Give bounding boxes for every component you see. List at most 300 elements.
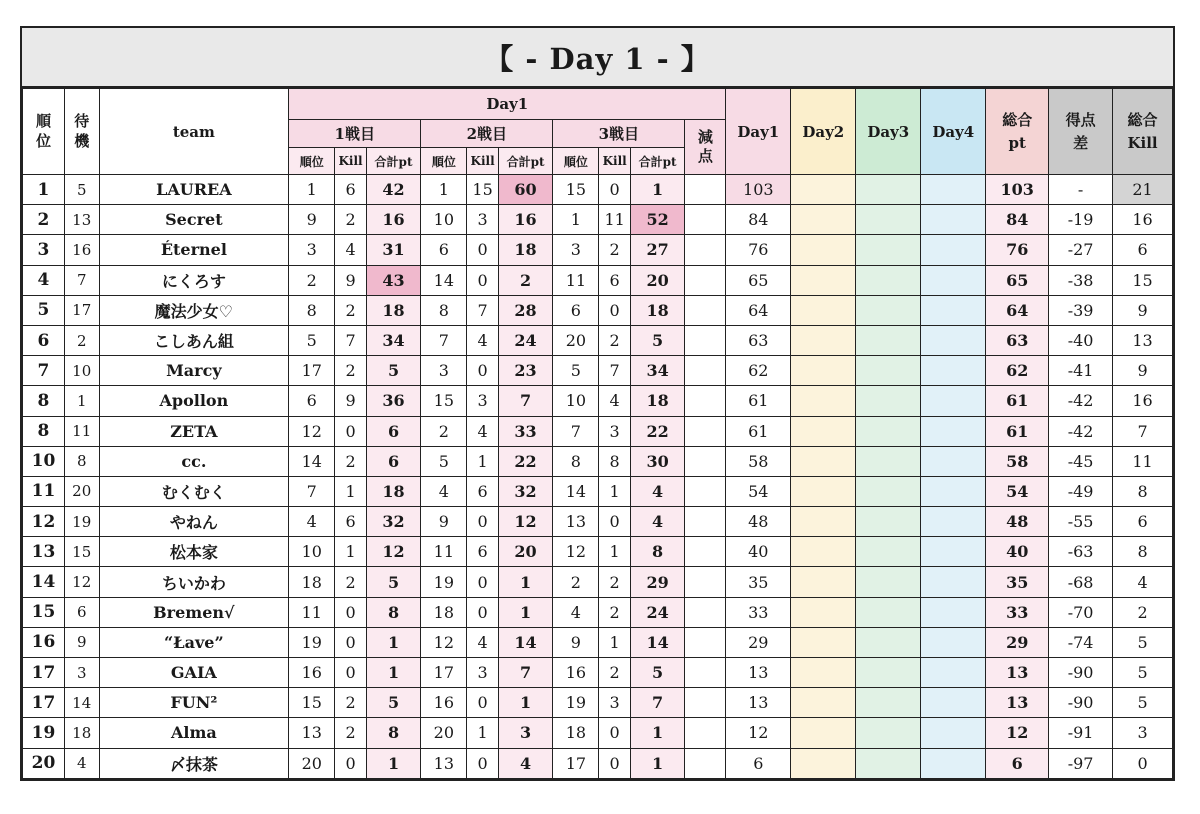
total-kill-cell: 11 — [1113, 446, 1173, 476]
m3-kill-cell: 0 — [599, 175, 630, 205]
m3-kill-cell: 1 — [599, 476, 630, 506]
m2-rank-cell: 4 — [421, 476, 467, 506]
m2-total-cell: 20 — [498, 537, 553, 567]
m3-total-cell: 24 — [630, 597, 685, 627]
m3-total-cell: 4 — [630, 476, 685, 506]
day1-cell: 40 — [726, 537, 791, 567]
m1-total-cell: 43 — [366, 265, 421, 295]
m1-total-cell: 8 — [366, 597, 421, 627]
m2-kill-cell: 0 — [467, 567, 498, 597]
penalty-cell — [685, 356, 726, 386]
m1-kill-cell: 2 — [335, 205, 366, 235]
penalty-cell — [685, 205, 726, 235]
wait-cell: 4 — [64, 748, 99, 778]
total-kill-cell: 13 — [1113, 325, 1173, 355]
wait-cell: 11 — [64, 416, 99, 446]
m2-kill-cell: 3 — [467, 386, 498, 416]
table-row — [23, 688, 1173, 718]
m3-kill-cell: 3 — [599, 688, 630, 718]
m1-rank-cell: 2 — [289, 265, 335, 295]
penalty-cell — [685, 688, 726, 718]
penalty-cell — [685, 416, 726, 446]
table-row — [23, 597, 1173, 627]
diff-cell: -42 — [1049, 416, 1113, 446]
team-cell: cc. — [99, 446, 289, 476]
team-cell: Alma — [99, 718, 289, 748]
penalty-cell — [685, 718, 726, 748]
total-pt-cell: 65 — [986, 265, 1049, 295]
header-rank: 順位 — [23, 89, 65, 175]
m3-kill-cell: 0 — [599, 507, 630, 537]
total-kill-cell: 5 — [1113, 688, 1173, 718]
penalty-cell — [685, 325, 726, 355]
m1-kill-cell: 7 — [335, 325, 366, 355]
m2-rank-cell: 19 — [421, 567, 467, 597]
m1-rank-cell: 17 — [289, 356, 335, 386]
header-total-kill-label: 総合Kill — [1127, 111, 1158, 152]
diff-cell: -97 — [1049, 748, 1113, 778]
m3-total-cell: 7 — [630, 688, 685, 718]
day2-cell — [791, 567, 856, 597]
m3-kill-cell: 0 — [599, 718, 630, 748]
total-kill-cell: 4 — [1113, 567, 1173, 597]
team-cell: Bremen√ — [99, 597, 289, 627]
m3-rank-cell: 8 — [553, 446, 599, 476]
day2-cell — [791, 295, 856, 325]
m3-total-cell: 30 — [630, 446, 685, 476]
m1-rank-cell: 9 — [289, 205, 335, 235]
team-cell: こしあん組 — [99, 325, 289, 355]
m2-rank-cell: 9 — [421, 507, 467, 537]
sub-rank: 順位 — [553, 148, 599, 175]
diff-cell: -42 — [1049, 386, 1113, 416]
day3-cell — [856, 386, 921, 416]
m2-rank-cell: 5 — [421, 446, 467, 476]
m3-total-cell: 52 — [630, 205, 685, 235]
day3-cell — [856, 356, 921, 386]
header-diff-label: 得点差 — [1065, 111, 1096, 152]
m2-total-cell: 2 — [498, 265, 553, 295]
m3-rank-cell: 5 — [553, 356, 599, 386]
m1-rank-cell: 19 — [289, 627, 335, 657]
rank-cell: 10 — [23, 446, 65, 476]
day3-cell — [856, 567, 921, 597]
m2-kill-cell: 0 — [467, 235, 498, 265]
m2-total-cell: 1 — [498, 597, 553, 627]
team-cell: 〆抹茶 — [99, 748, 289, 778]
m1-rank-cell: 6 — [289, 386, 335, 416]
m3-total-cell: 1 — [630, 718, 685, 748]
total-kill-cell: 9 — [1113, 295, 1173, 325]
m3-rank-cell: 20 — [553, 325, 599, 355]
day1-cell: 29 — [726, 627, 791, 657]
m1-total-cell: 1 — [366, 627, 421, 657]
sub-kill: Kill — [335, 148, 366, 175]
day2-cell — [791, 627, 856, 657]
day1-cell: 54 — [726, 476, 791, 506]
m1-kill-cell: 6 — [335, 175, 366, 205]
table-row — [23, 627, 1173, 657]
total-pt-cell: 64 — [986, 295, 1049, 325]
wait-cell: 13 — [64, 205, 99, 235]
diff-cell: -55 — [1049, 507, 1113, 537]
m2-total-cell: 23 — [498, 356, 553, 386]
day4-cell — [921, 627, 986, 657]
m3-rank-cell: 3 — [553, 235, 599, 265]
m3-kill-cell: 2 — [599, 235, 630, 265]
diff-cell: -38 — [1049, 265, 1113, 295]
day3-cell — [856, 748, 921, 778]
total-pt-cell: 40 — [986, 537, 1049, 567]
m2-total-cell: 24 — [498, 325, 553, 355]
team-cell: むくむく — [99, 476, 289, 506]
rank-cell: 2 — [23, 205, 65, 235]
wait-cell: 8 — [64, 446, 99, 476]
m3-rank-cell: 2 — [553, 567, 599, 597]
m2-total-cell: 1 — [498, 688, 553, 718]
table-row — [23, 416, 1173, 446]
team-cell: ちいかわ — [99, 567, 289, 597]
day2-cell — [791, 597, 856, 627]
diff-cell: -49 — [1049, 476, 1113, 506]
total-pt-cell: 63 — [986, 325, 1049, 355]
m1-kill-cell: 0 — [335, 627, 366, 657]
diff-cell: -63 — [1049, 537, 1113, 567]
m1-rank-cell: 7 — [289, 476, 335, 506]
wait-cell: 12 — [64, 567, 99, 597]
rank-cell: 17 — [23, 658, 65, 688]
m3-total-cell: 1 — [630, 175, 685, 205]
m3-rank-cell: 9 — [553, 627, 599, 657]
day2-cell — [791, 416, 856, 446]
sub-total: 合計pt — [498, 148, 553, 175]
day4-cell — [921, 476, 986, 506]
penalty-cell — [685, 265, 726, 295]
penalty-cell — [685, 597, 726, 627]
total-kill-cell: 0 — [1113, 748, 1173, 778]
m2-rank-cell: 14 — [421, 265, 467, 295]
m2-rank-cell: 7 — [421, 325, 467, 355]
diff-cell: -70 — [1049, 597, 1113, 627]
day2-cell — [791, 688, 856, 718]
day1-cell: 65 — [726, 265, 791, 295]
table-row — [23, 537, 1173, 567]
table-row — [23, 507, 1173, 537]
m3-rank-cell: 7 — [553, 416, 599, 446]
m1-rank-cell: 4 — [289, 507, 335, 537]
day4-cell — [921, 507, 986, 537]
day2-cell — [791, 325, 856, 355]
rank-cell: 11 — [23, 476, 65, 506]
day4-cell — [921, 386, 986, 416]
m1-rank-cell: 15 — [289, 688, 335, 718]
day2-cell — [791, 537, 856, 567]
total-kill-cell: 3 — [1113, 718, 1173, 748]
day4-cell — [921, 295, 986, 325]
wait-cell: 1 — [64, 386, 99, 416]
team-cell: GAIA — [99, 658, 289, 688]
m3-total-cell: 22 — [630, 416, 685, 446]
m3-total-cell: 1 — [630, 748, 685, 778]
m3-kill-cell: 1 — [599, 627, 630, 657]
total-pt-cell: 13 — [986, 658, 1049, 688]
m3-rank-cell: 13 — [553, 507, 599, 537]
diff-cell: -74 — [1049, 627, 1113, 657]
m1-rank-cell: 14 — [289, 446, 335, 476]
wait-cell: 20 — [64, 476, 99, 506]
total-kill-cell: 6 — [1113, 235, 1173, 265]
m2-kill-cell: 0 — [467, 356, 498, 386]
table-row — [23, 386, 1173, 416]
m2-rank-cell: 20 — [421, 718, 467, 748]
day3-cell — [856, 446, 921, 476]
diff-cell: -90 — [1049, 658, 1113, 688]
m1-kill-cell: 9 — [335, 386, 366, 416]
m3-rank-cell: 11 — [553, 265, 599, 295]
m3-rank-cell: 14 — [553, 476, 599, 506]
m3-kill-cell: 4 — [599, 386, 630, 416]
total-pt-cell: 84 — [986, 205, 1049, 235]
header-team: team — [99, 89, 289, 175]
table-row — [23, 446, 1173, 476]
day4-cell — [921, 567, 986, 597]
day4-cell — [921, 718, 986, 748]
wait-cell: 16 — [64, 235, 99, 265]
m3-total-cell: 4 — [630, 507, 685, 537]
diff-cell: -41 — [1049, 356, 1113, 386]
day3-cell — [856, 235, 921, 265]
m2-rank-cell: 2 — [421, 416, 467, 446]
m1-kill-cell: 0 — [335, 597, 366, 627]
rank-cell: 8 — [23, 416, 65, 446]
total-kill-cell: 7 — [1113, 416, 1173, 446]
team-cell: やねん — [99, 507, 289, 537]
wait-cell: 18 — [64, 718, 99, 748]
day2-cell — [791, 507, 856, 537]
day2-cell — [791, 658, 856, 688]
m1-kill-cell: 2 — [335, 718, 366, 748]
m1-total-cell: 6 — [366, 446, 421, 476]
day3-cell — [856, 265, 921, 295]
m1-total-cell: 36 — [366, 386, 421, 416]
penalty-cell — [685, 567, 726, 597]
m2-rank-cell: 1 — [421, 175, 467, 205]
rank-cell: 6 — [23, 325, 65, 355]
m2-rank-cell: 13 — [421, 748, 467, 778]
rank-cell: 12 — [23, 507, 65, 537]
m2-kill-cell: 0 — [467, 748, 498, 778]
day3-cell — [856, 507, 921, 537]
total-pt-cell: 61 — [986, 386, 1049, 416]
header-day1-group: Day1 — [289, 89, 726, 120]
m2-rank-cell: 16 — [421, 688, 467, 718]
m2-rank-cell: 15 — [421, 386, 467, 416]
m2-kill-cell: 0 — [467, 688, 498, 718]
m2-rank-cell: 6 — [421, 235, 467, 265]
table-row — [23, 567, 1173, 597]
m2-kill-cell: 0 — [467, 265, 498, 295]
day1-cell: 63 — [726, 325, 791, 355]
total-kill-cell: 5 — [1113, 658, 1173, 688]
m3-rank-cell: 15 — [553, 175, 599, 205]
day2-cell — [791, 265, 856, 295]
m2-total-cell: 14 — [498, 627, 553, 657]
m1-total-cell: 8 — [366, 718, 421, 748]
header-wait: 待機 — [64, 89, 99, 175]
header-diff — [1049, 89, 1113, 175]
m2-total-cell: 28 — [498, 295, 553, 325]
rank-cell: 17 — [23, 688, 65, 718]
m3-total-cell: 18 — [630, 295, 685, 325]
m1-kill-cell: 1 — [335, 476, 366, 506]
diff-cell: -90 — [1049, 688, 1113, 718]
total-pt-cell: 103 — [986, 175, 1049, 205]
team-cell: Marcy — [99, 356, 289, 386]
m2-total-cell: 3 — [498, 718, 553, 748]
total-pt-cell: 54 — [986, 476, 1049, 506]
m2-kill-cell: 4 — [467, 325, 498, 355]
day1-cell: 62 — [726, 356, 791, 386]
m1-kill-cell: 2 — [335, 688, 366, 718]
wait-cell: 14 — [64, 688, 99, 718]
header-total-pt — [986, 89, 1049, 175]
diff-cell: -19 — [1049, 205, 1113, 235]
m1-rank-cell: 1 — [289, 175, 335, 205]
table-row — [23, 748, 1173, 778]
m1-total-cell: 16 — [366, 205, 421, 235]
m3-kill-cell: 2 — [599, 325, 630, 355]
m3-total-cell: 14 — [630, 627, 685, 657]
rank-cell: 19 — [23, 718, 65, 748]
diff-cell: -39 — [1049, 295, 1113, 325]
total-pt-cell: 48 — [986, 507, 1049, 537]
m2-total-cell: 7 — [498, 386, 553, 416]
header-day4: Day4 — [921, 89, 986, 175]
header-penalty: 減点 — [685, 120, 726, 175]
m2-kill-cell: 0 — [467, 507, 498, 537]
rank-cell: 13 — [23, 537, 65, 567]
team-cell: LAUREA — [99, 175, 289, 205]
m1-rank-cell: 18 — [289, 567, 335, 597]
m1-total-cell: 5 — [366, 688, 421, 718]
total-kill-cell: 2 — [1113, 597, 1173, 627]
m1-kill-cell: 9 — [335, 265, 366, 295]
header-day3: Day3 — [856, 89, 921, 175]
penalty-cell — [685, 175, 726, 205]
table-row — [23, 295, 1173, 325]
wait-cell: 15 — [64, 537, 99, 567]
day1-cell: 33 — [726, 597, 791, 627]
m1-rank-cell: 12 — [289, 416, 335, 446]
m2-rank-cell: 3 — [421, 356, 467, 386]
day3-cell — [856, 718, 921, 748]
m2-kill-cell: 1 — [467, 446, 498, 476]
m1-total-cell: 5 — [366, 567, 421, 597]
table-row — [23, 325, 1173, 355]
m3-total-cell: 8 — [630, 537, 685, 567]
sub-total: 合計pt — [366, 148, 421, 175]
total-kill-cell: 5 — [1113, 627, 1173, 657]
header-match2: 2戦目 — [421, 120, 553, 148]
day1-cell: 61 — [726, 416, 791, 446]
m2-total-cell: 4 — [498, 748, 553, 778]
m1-total-cell: 42 — [366, 175, 421, 205]
m1-total-cell: 34 — [366, 325, 421, 355]
sub-total: 合計pt — [630, 148, 685, 175]
rank-cell: 4 — [23, 265, 65, 295]
day2-cell — [791, 175, 856, 205]
day2-cell — [791, 446, 856, 476]
sub-rank: 順位 — [421, 148, 467, 175]
day1-cell: 64 — [726, 295, 791, 325]
m1-kill-cell: 0 — [335, 658, 366, 688]
day4-cell — [921, 235, 986, 265]
m2-total-cell: 7 — [498, 658, 553, 688]
m3-kill-cell: 2 — [599, 597, 630, 627]
wait-cell: 6 — [64, 597, 99, 627]
sub-kill: Kill — [467, 148, 498, 175]
m3-rank-cell: 17 — [553, 748, 599, 778]
m1-kill-cell: 1 — [335, 537, 366, 567]
day3-cell — [856, 205, 921, 235]
day4-cell — [921, 265, 986, 295]
m1-rank-cell: 5 — [289, 325, 335, 355]
m1-total-cell: 18 — [366, 476, 421, 506]
wait-cell: 9 — [64, 627, 99, 657]
m3-rank-cell: 12 — [553, 537, 599, 567]
m2-total-cell: 12 — [498, 507, 553, 537]
header-day1: Day1 — [726, 89, 791, 175]
day3-cell — [856, 175, 921, 205]
team-cell: Secret — [99, 205, 289, 235]
m1-kill-cell: 4 — [335, 235, 366, 265]
m1-total-cell: 1 — [366, 658, 421, 688]
m3-kill-cell: 6 — [599, 265, 630, 295]
rank-cell: 16 — [23, 627, 65, 657]
header-match3: 3戦目 — [553, 120, 685, 148]
total-kill-cell: 9 — [1113, 356, 1173, 386]
m1-kill-cell: 2 — [335, 295, 366, 325]
day4-cell — [921, 748, 986, 778]
m3-rank-cell: 6 — [553, 295, 599, 325]
m1-total-cell: 12 — [366, 537, 421, 567]
wait-cell: 10 — [64, 356, 99, 386]
m1-total-cell: 18 — [366, 295, 421, 325]
m2-kill-cell: 15 — [467, 175, 498, 205]
m1-kill-cell: 0 — [335, 416, 366, 446]
sub-kill: Kill — [599, 148, 630, 175]
total-pt-cell: 58 — [986, 446, 1049, 476]
day4-cell — [921, 446, 986, 476]
m2-total-cell: 33 — [498, 416, 553, 446]
wait-cell: 17 — [64, 295, 99, 325]
total-kill-cell: 15 — [1113, 265, 1173, 295]
m1-rank-cell: 3 — [289, 235, 335, 265]
team-cell: Éternel — [99, 235, 289, 265]
day3-cell — [856, 597, 921, 627]
wait-cell: 19 — [64, 507, 99, 537]
header-day2: Day2 — [791, 89, 856, 175]
penalty-cell — [685, 627, 726, 657]
day3-cell — [856, 658, 921, 688]
m1-rank-cell: 8 — [289, 295, 335, 325]
standings-body — [23, 175, 1173, 779]
m1-kill-cell: 2 — [335, 567, 366, 597]
rank-cell: 8 — [23, 386, 65, 416]
day3-cell — [856, 537, 921, 567]
m1-kill-cell: 2 — [335, 356, 366, 386]
m1-total-cell: 32 — [366, 507, 421, 537]
